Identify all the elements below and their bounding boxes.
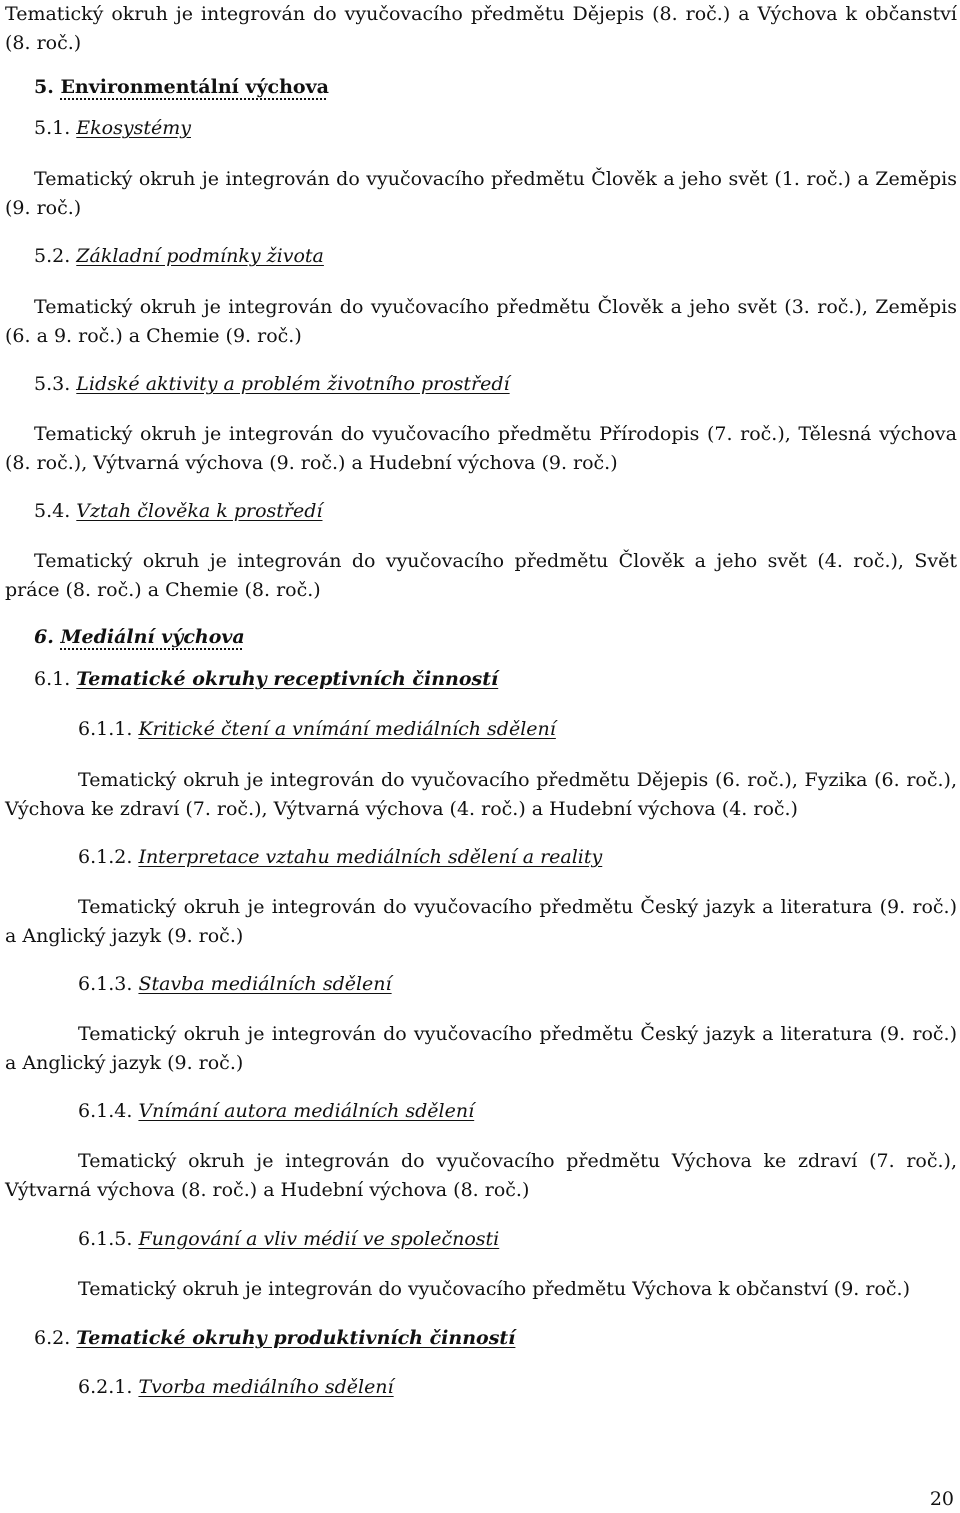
paragraph-stavba: Tematický okruh je integrován do vyučovacího předmětu Český jazyk a literatura (9. roč.) a Anglický jazyk (9. roč.) [5,1023,957,1074]
paragraph-interpretace: Tematický okruh je integrován do vyučovacího předmětu Český jazyk a literatura (9. roč.) a Anglický jazyk (9. roč.) [5,896,957,947]
paragraph-vnimani-autora: Tematický okruh je integrován do vyučovacího předmětu Výchova ke zdraví (7. roč.), Výtvarná výchova (8. roč.) a Hudební výchova (8. roč.) [5,1150,957,1201]
heading-number: 5.2. [34,245,77,267]
heading-label: Vnímání autora mediálních sdělení [138,1100,475,1122]
page-number: 20 [929,1488,954,1510]
heading-label: Vztah člověka k prostředí [76,500,323,522]
paragraph-kriticke-cteni: Tematický okruh je integrován do vyučovacího předmětu Dějepis (6. roč.), Fyzika (6. roč.), Výchova ke zdraví (7. roč.), Výtvarná výchova (4. roč.) a Hudební výchova (4. roč.) [5,769,957,820]
heading-6-1-2 [78,843,602,872]
heading-label: Lidské aktivity a problém životního prostředí [76,373,510,395]
heading-number: 6.1.3. [78,973,139,995]
heading-6-1-4 [78,1097,474,1126]
heading-number: 5. [34,76,61,98]
heading-label: Mediální výchova [60,626,245,648]
heading-number: 6.1.1. [78,718,139,740]
heading-label: Tvorba mediálního sdělení [138,1376,394,1398]
heading-number: 6. [34,626,61,648]
paragraph-lidske-aktivity: Tematický okruh je integrován do vyučovacího předmětu Přírodopis (7. roč.), Tělesná výchova (8. roč.), Výtvarná výchova (9. roč.) a Hudební výchova (9. roč.) [5,423,957,474]
heading-5-3 [34,370,510,399]
paragraph-vztah-cloveka: Tematický okruh je integrován do vyučovacího předmětu Člověk a jeho svět (4. roč.), Svět práce (8. roč.) a Chemie (8. roč.) [5,550,957,601]
heading-5-4 [34,497,322,526]
heading-label: Kritické čtení a vnímání mediálních sdělení [138,718,556,740]
heading-label: Tematické okruhy receptivních činností [76,668,499,690]
heading-number: 5.4. [34,500,77,522]
heading-label: Ekosystémy [76,117,191,139]
heading-5 [34,73,329,102]
heading-number: 6.1. [34,668,77,690]
heading-number: 5.1. [34,117,77,139]
paragraph-fungovani-medii: Tematický okruh je integrován do vyučovacího předmětu Výchova k občanství (9. roč.) [78,1278,911,1300]
heading-6-2 [34,1324,515,1353]
heading-label: Environmentální výchova [60,76,329,98]
heading-6-2-1 [78,1373,394,1402]
heading-6-1-5 [78,1225,499,1254]
heading-number: 6.1.4. [78,1100,139,1122]
heading-6 [34,623,245,652]
heading-number: 6.2. [34,1327,77,1349]
paragraph-dejepis-obcanstvi: Tematický okruh je integrován do vyučovacího předmětu Dějepis (8. roč.) a Výchova k občanství (8. roč.) [5,3,957,54]
heading-label: Stavba mediálních sdělení [138,973,392,995]
heading-6-1-3 [78,970,392,999]
heading-6-1 [34,665,498,694]
paragraph-ekosystemy: Tematický okruh je integrován do vyučovacího předmětu Člověk a jeho svět (1. roč.) a Zeměpis (9. roč.) [5,168,957,219]
heading-5-1 [34,114,191,143]
heading-number: 5.3. [34,373,77,395]
heading-6-1-1 [78,715,556,744]
heading-label: Interpretace vztahu mediálních sdělení a reality [138,846,603,868]
heading-number: 6.2.1. [78,1376,139,1398]
heading-label: Tematické okruhy produktivních činností [76,1327,516,1349]
heading-number: 6.1.2. [78,846,139,868]
heading-label: Fungování a vliv médií ve společnosti [138,1228,500,1250]
heading-5-2 [34,242,324,271]
paragraph-podminky-zivota: Tematický okruh je integrován do vyučovacího předmětu Člověk a jeho svět (3. roč.), Zeměpis (6. a 9. roč.) a Chemie (9. roč.) [5,296,957,347]
heading-label: Základní podmínky života [76,245,324,267]
heading-number: 6.1.5. [78,1228,139,1250]
